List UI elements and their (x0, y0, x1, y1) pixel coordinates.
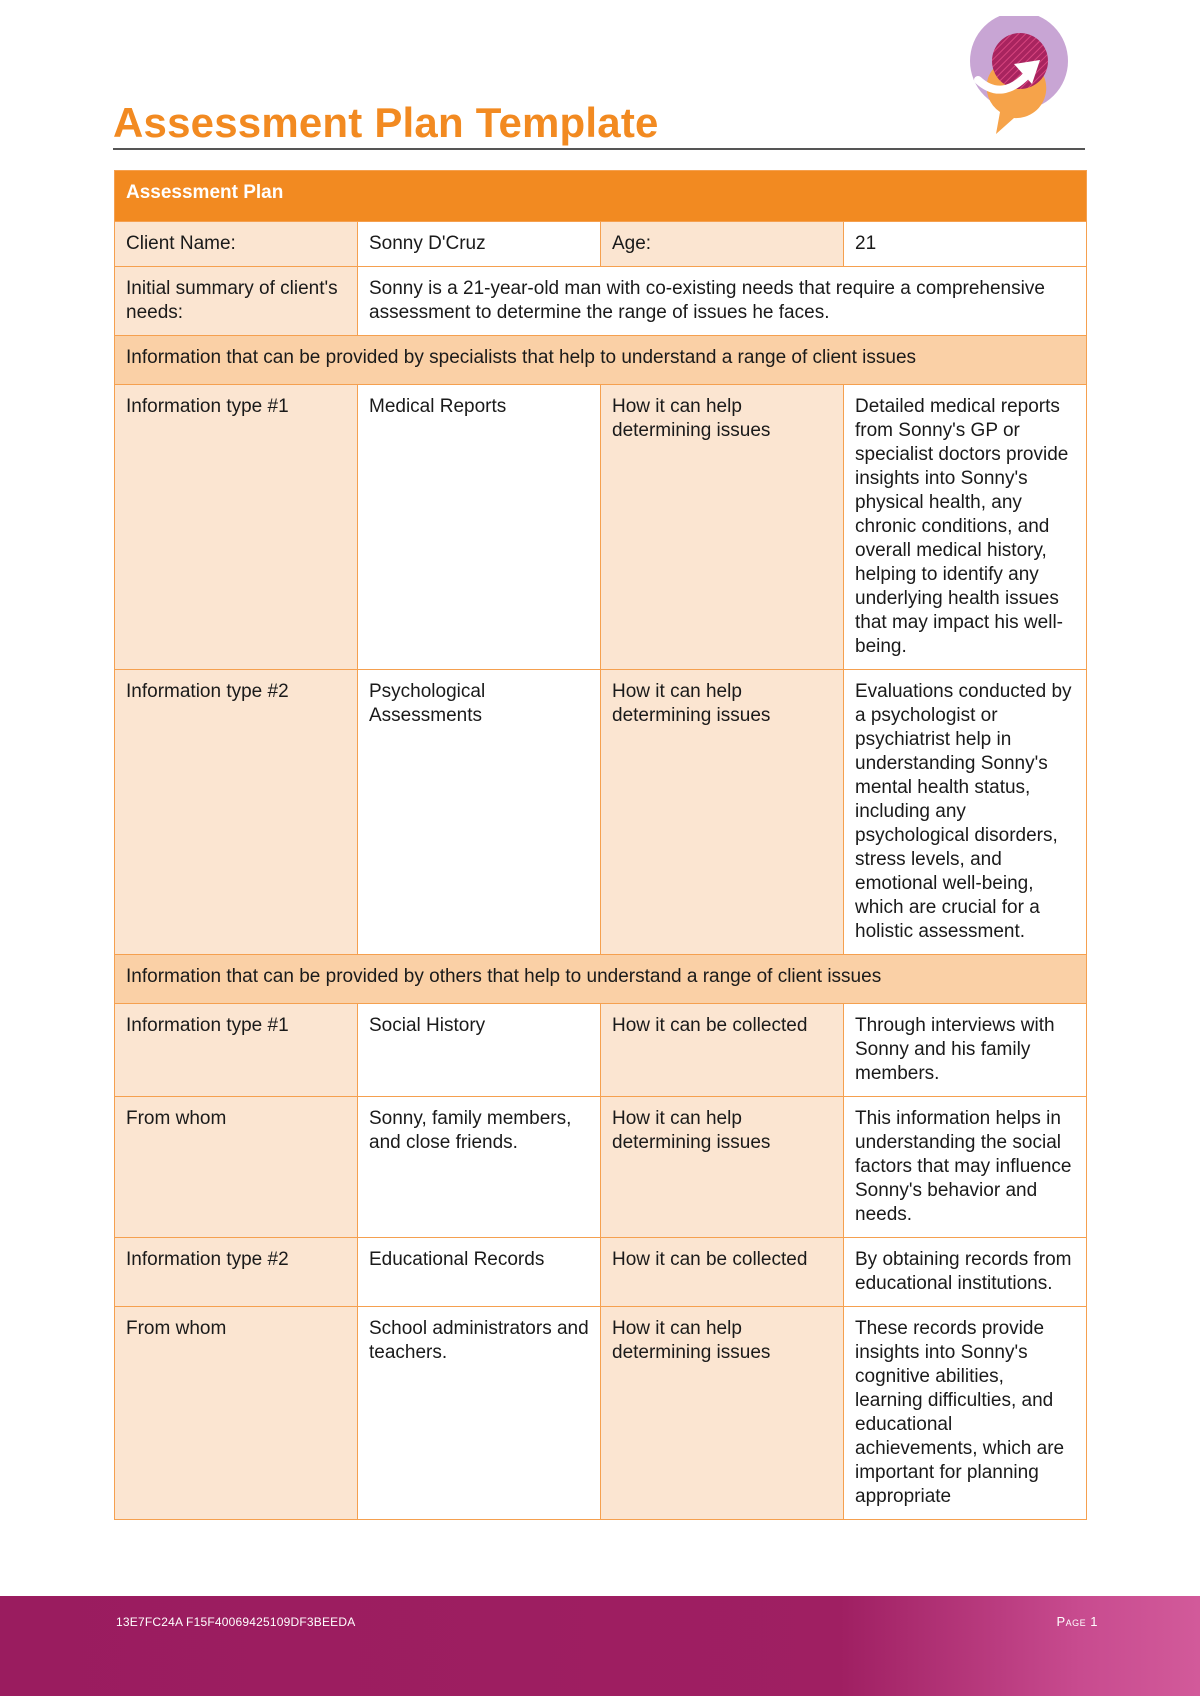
row-label: From whom (115, 1307, 358, 1520)
page-number: Page 1 (1056, 1614, 1098, 1629)
row-help-value: Through interviews with Sonny and his family members. (844, 1004, 1087, 1097)
row-value: Educational Records (358, 1238, 601, 1307)
table-header-row (115, 171, 1087, 222)
row-value: School administrators and teachers. (358, 1307, 601, 1520)
row-label: Information type #1 (115, 385, 358, 670)
section-heading-row (115, 336, 1087, 385)
document-code: 13E7FC24A F15F40069425109DF3BEEDA (116, 1615, 356, 1629)
row-help-value: This information helps in understanding the social factors that may influence Sonny's behavior and needs. (844, 1097, 1087, 1238)
row-value: Medical Reports (358, 385, 601, 670)
row-label: Information type #2 (115, 1238, 358, 1307)
title-divider (113, 148, 1085, 150)
summary-label: Initial summary of client's needs: (115, 267, 358, 336)
age-label: Age: (601, 222, 844, 267)
row-label: From whom (115, 1097, 358, 1238)
client-name-label: Client Name: (115, 222, 358, 267)
section-heading: Information that can be provided by others that help to understand a range of client issues (115, 955, 1087, 1004)
row-help-label: How it can help determining issues (601, 1307, 844, 1520)
row-help-label: How it can be collected (601, 1238, 844, 1307)
row-help-label: How it can help determining issues (601, 1097, 844, 1238)
table-row (115, 670, 1087, 955)
row-help-value: These records provide insights into Sonny's cognitive abilities, learning difficulties, and educational achievements, which are important for planning appropriate (844, 1307, 1087, 1520)
row-label: Information type #2 (115, 670, 358, 955)
row-value: Sonny, family members, and close friends. (358, 1097, 601, 1238)
row-help-label: How it can help determining issues (601, 670, 844, 955)
row-value: Psychological Assessments (358, 670, 601, 955)
table-row (115, 385, 1087, 670)
table-row (115, 1307, 1087, 1520)
table-row (115, 1238, 1087, 1307)
row-help-value: Evaluations conducted by a psychologist or psychiatrist help in understanding Sonny's mental health status, including any psychological disorders, stress levels, and emotional well-being, which are crucial for a holistic assessment. (844, 670, 1087, 955)
section-heading-row (115, 955, 1087, 1004)
row-help-label: How it can help determining issues (601, 385, 844, 670)
row-help-label: How it can be collected (601, 1004, 844, 1097)
page-footer (0, 1596, 1200, 1696)
row-help-value: By obtaining records from educational institutions. (844, 1238, 1087, 1307)
brand-logo (958, 16, 1073, 138)
document-title: Assessment Plan Template (113, 99, 659, 146)
client-row (115, 222, 1087, 267)
row-value: Social History (358, 1004, 601, 1097)
table-row (115, 1004, 1087, 1097)
row-help-value: Detailed medical reports from Sonny's GP or specialist doctors provide insights into Sonny's physical health, any chronic conditions, and overall medical history, helping to identify any underlying health issues that may impact his well-being. (844, 385, 1087, 670)
assessment-plan-table (114, 170, 1087, 1520)
section-heading: Information that can be provided by specialists that help to understand a range of client issues (115, 336, 1087, 385)
table-header: Assessment Plan (115, 171, 1087, 222)
table-row (115, 1097, 1087, 1238)
summary-row (115, 267, 1087, 336)
summary-value: Sonny is a 21-year-old man with co-existing needs that require a comprehensive assessment to determine the range of issues he faces. (358, 267, 1087, 336)
row-label: Information type #1 (115, 1004, 358, 1097)
client-name-value: Sonny D'Cruz (358, 222, 601, 267)
age-value: 21 (844, 222, 1087, 267)
